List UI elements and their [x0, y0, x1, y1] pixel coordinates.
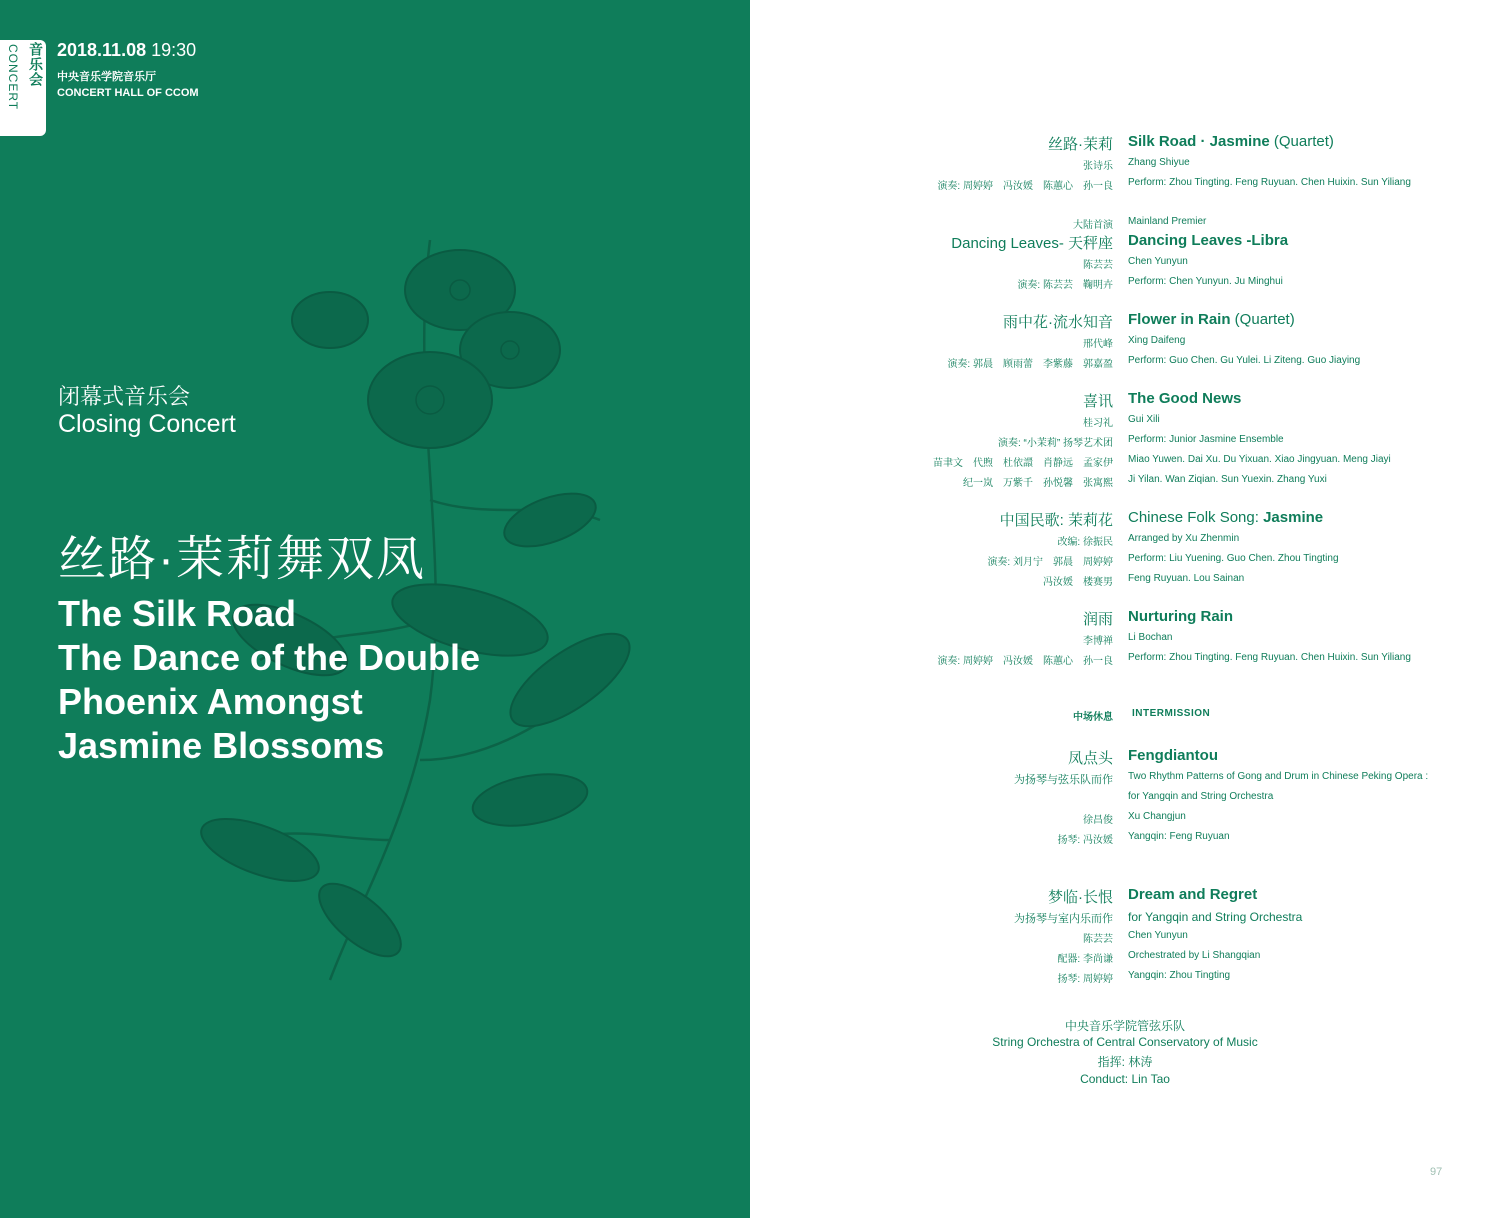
piece-title-zh: 丝路·茉莉 [1048, 136, 1113, 153]
piece-title-zh: 雨中花·流水知音 [1003, 314, 1113, 331]
conductor-en: Conduct: Lin Tao [1080, 1072, 1170, 1086]
program-list [750, 0, 1500, 1218]
venue-zh: 中央音乐学院音乐厅 [57, 71, 156, 83]
page-number: 97 [1430, 1166, 1443, 1178]
detail-zh: 扬琴: 冯汝媛 [1057, 835, 1113, 846]
piece-detail-row [750, 573, 1500, 593]
piece-detail-row [750, 930, 1500, 950]
intermission-en: INTERMISSION [1132, 708, 1211, 719]
intermission-row [750, 708, 1500, 728]
date-day: 2018.11.08 [57, 40, 147, 60]
piece-detail-row [750, 553, 1500, 573]
detail-zh: 为扬琴与弦乐队而作 [1014, 774, 1113, 786]
piece-title-row [750, 133, 1500, 153]
detail-zh: 徐昌俊 [1083, 815, 1113, 826]
piece-title-en: Fengdiantou [1128, 747, 1218, 764]
detail-zh: 陈芸芸 [1083, 934, 1113, 945]
detail-zh: 为扬琴与室内乐而作 [1014, 913, 1113, 925]
piece-detail-row [750, 771, 1500, 791]
detail-en: for Yangqin and String Orchestra [1128, 910, 1303, 924]
piece-title-row [750, 509, 1500, 529]
conductor-zh: 指挥: 林涛 [1097, 1055, 1153, 1069]
orchestra-name-en: String Orchestra of Central Conservatory of Music [992, 1035, 1258, 1049]
detail-en: Miao Yuwen. Dai Xu. Du Yixuan. Xiao Jingyuan. Meng Jiayi [1128, 454, 1391, 465]
detail-zh: 冯汝媛 楼赛男 [1043, 577, 1113, 588]
piece-title-row [750, 311, 1500, 331]
piece-detail-row [750, 811, 1500, 831]
piece-title-zh: 润雨 [1082, 611, 1113, 628]
piece-detail-row [750, 474, 1500, 494]
main-title-zh: 丝路·茉莉舞双凤 [58, 533, 426, 586]
detail-en: Arranged by Xu Zhenmin [1128, 533, 1240, 544]
orchestra-name-zh: 中央音乐学院管弦乐队 [1064, 1019, 1185, 1033]
closing-title-en: Closing Concert [58, 410, 236, 438]
piece-detail-row [750, 970, 1500, 990]
detail-zh: 改编: 徐振民 [1057, 537, 1113, 548]
piece-title-en: The Good News [1128, 390, 1242, 407]
piece-detail-row [750, 434, 1500, 454]
concert-date [57, 40, 196, 61]
piece-title-row [750, 886, 1500, 906]
detail-zh: 演奏: 周婷婷 冯汝媛 陈蕙心 孙一良 [937, 656, 1113, 667]
main-title-en-line: Phoenix Amongst [58, 681, 363, 722]
detail-zh: 扬琴: 周婷婷 [1057, 974, 1113, 985]
piece-detail-row [750, 454, 1500, 474]
detail-zh: 苗聿文 代煦 杜依譞 肖静远 孟家伊 [933, 458, 1113, 469]
piece-title-row [750, 747, 1500, 767]
detail-en: Mainland Premier [1128, 216, 1207, 227]
detail-zh: 桂习礼 [1083, 418, 1113, 429]
venue-en: CONCERT HALL OF CCOM [57, 87, 199, 99]
main-title-en-line: The Silk Road [58, 593, 297, 634]
piece-title-zh: 喜讯 [1082, 393, 1113, 410]
detail-zh: 邢代峰 [1083, 339, 1113, 350]
piece-title-row [750, 390, 1500, 410]
detail-en: for Yangqin and String Orchestra [1128, 791, 1274, 802]
detail-zh: 李博禅 [1083, 636, 1113, 647]
detail-en: Yangqin: Zhou Tingting [1128, 970, 1231, 981]
piece-detail-row [750, 256, 1500, 276]
piece-title-row [750, 608, 1500, 628]
piece-detail-row [750, 177, 1500, 197]
piece-title-en: Flower in Rain (Quartet) [1128, 311, 1295, 328]
piece-detail-row [750, 632, 1500, 652]
piece-title-zh: Dancing Leaves- 天秤座 [951, 235, 1113, 252]
piece-title-en: Dancing Leaves -Libra [1128, 232, 1289, 249]
piece-title-en: Chinese Folk Song: Jasmine [1128, 509, 1324, 526]
detail-en: Zhang Shiyue [1128, 157, 1190, 168]
detail-zh: 演奏: 周婷婷 冯汝媛 陈蕙心 孙一良 [937, 181, 1113, 192]
piece-detail-row [750, 414, 1500, 434]
concert-tab [0, 40, 46, 136]
detail-zh: 演奏: 陈芸芸 鞠明卉 [1017, 280, 1113, 291]
piece-detail-row [750, 276, 1500, 296]
detail-en: Xu Changjun [1128, 811, 1186, 822]
date-time: 19:30 [151, 40, 197, 60]
detail-en: Xing Daifeng [1128, 335, 1186, 346]
detail-zh: 纪一岚 万紫千 孙悦馨 张寓熙 [963, 478, 1113, 489]
piece-detail-row [750, 355, 1500, 375]
detail-en: Two Rhythm Patterns of Gong and Drum in Chinese Peking Opera : [1128, 771, 1429, 782]
piece-title-zh: 梦临·长恨 [1048, 889, 1113, 906]
detail-en: Feng Ruyuan. Lou Sainan [1128, 573, 1245, 584]
piece-title-en: Dream and Regret [1128, 886, 1258, 903]
piece-title-zh: 中国民歌: 茉莉花 [999, 512, 1113, 529]
piece-detail-row [750, 950, 1500, 970]
piece-detail-row [750, 652, 1500, 672]
detail-zh: 大陆首演 [1073, 220, 1113, 231]
tab-label-en: CONCERT [6, 44, 20, 111]
detail-en: Chen Yunyun [1128, 256, 1188, 267]
program-panel [750, 0, 1500, 1218]
piece-title-en: Nurturing Rain [1128, 608, 1233, 625]
detail-en: Perform: Liu Yuening. Guo Chen. Zhou Tingting [1128, 553, 1339, 564]
detail-en: Gui Xili [1128, 414, 1160, 425]
piece-title-row [750, 232, 1500, 252]
piece-detail-row [750, 791, 1500, 811]
detail-zh: 演奏: “小茉莉” 扬琴艺术团 [998, 438, 1113, 449]
piece-detail-row [750, 533, 1500, 553]
piece-detail-row [750, 157, 1500, 177]
detail-zh: 陈芸芸 [1083, 260, 1113, 271]
intermission-zh: 中场休息 [1073, 712, 1113, 723]
closing-title-zh: 闭幕式音乐会 [58, 384, 191, 409]
detail-en: Chen Yunyun [1128, 930, 1188, 941]
main-title-en-line: Jasmine Blossoms [58, 725, 385, 766]
main-title-en-line: The Dance of the Double [58, 637, 481, 678]
detail-en: Orchestrated by Li Shangqian [1128, 950, 1261, 961]
detail-en: Yangqin: Feng Ruyuan [1128, 831, 1230, 842]
tab-label-zh: 音乐会 [28, 42, 44, 87]
detail-en: Perform: Guo Chen. Gu Yulei. Li Ziteng. Guo Jiaying [1128, 355, 1361, 366]
detail-en: Perform: Zhou Tingting. Feng Ruyuan. Chen Huixin. Sun Yiliang [1128, 652, 1411, 663]
detail-en: Ji Yilan. Wan Ziqian. Sun Yuexin. Zhang Yuxi [1128, 474, 1327, 485]
main-title-en [58, 592, 578, 768]
detail-zh: 演奏: 刘月宁 郭晨 周婷婷 [987, 557, 1113, 568]
piece-detail-row [750, 910, 1500, 930]
piece-detail-row [750, 335, 1500, 355]
piece-detail-row [750, 831, 1500, 851]
detail-zh: 张诗乐 [1083, 161, 1113, 172]
detail-en: Perform: Zhou Tingting. Feng Ruyuan. Chen Huixin. Sun Yiliang [1128, 177, 1411, 188]
detail-en: Perform: Chen Yunyun. Ju Minghui [1128, 276, 1283, 287]
detail-zh: 配器: 李尚谦 [1057, 954, 1113, 965]
detail-en: Perform: Junior Jasmine Ensemble [1128, 434, 1284, 445]
detail-zh: 演奏: 郭晨 顾雨蕾 李紫藤 郭嘉盈 [947, 359, 1113, 370]
piece-title-en: Silk Road · Jasmine (Quartet) [1128, 133, 1334, 150]
piece-title-zh: 凤点头 [1067, 750, 1113, 767]
detail-en: Li Bochan [1128, 632, 1173, 643]
